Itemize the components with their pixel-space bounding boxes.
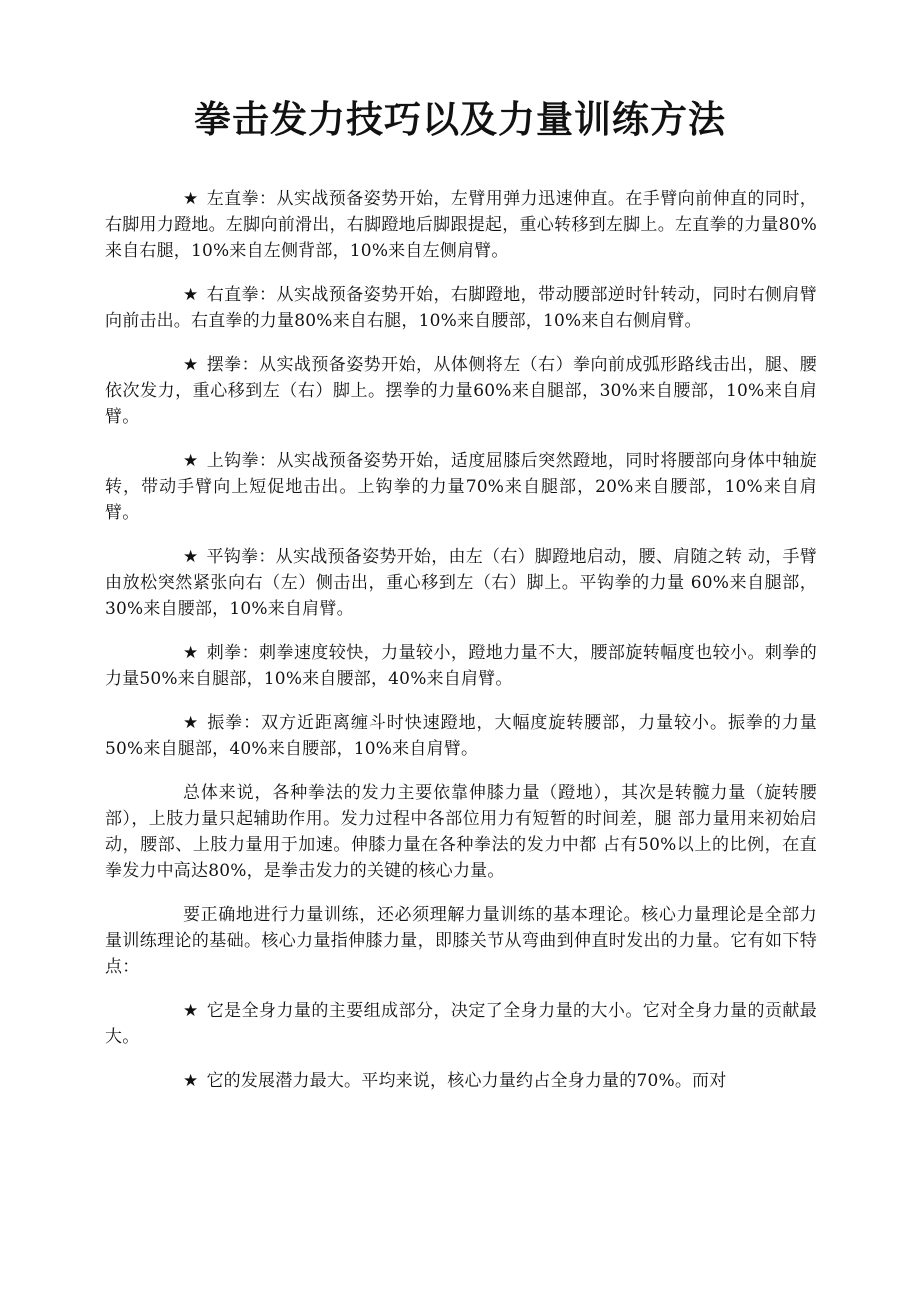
star-bullet-icon: ★: [183, 1001, 199, 1021]
paragraph-text: 振拳：双方近距离缠斗时快速蹬地，大幅度旋转腰部，力量较小。振拳的力量50%来自腿部，40%来自腰部，10%来自肩臂。: [105, 713, 817, 759]
paragraph-text: 右直拳：从实战预备姿势开始，右脚蹬地，带动腰部逆时针转动，同时右侧肩臂向前击出。右直拳的力量80%来自右腿，10%来自腰部，10%来自右侧肩臂。: [105, 285, 817, 331]
star-bullet-icon: ★: [183, 643, 199, 663]
paragraph-text: 它的发展潜力最大。平均来说，核心力量约占全身力量的70%。而对: [206, 1071, 727, 1091]
paragraph-left-jab: [105, 186, 817, 264]
star-bullet-icon: ★: [183, 355, 199, 375]
paragraph-text: 平钩拳：从实战预备姿势开始，由左（右）脚蹬地启动，腰、肩随之转 动，手臂由放松突然紧张向右（左）侧击出，重心移到左（右）脚上。平钩拳的力量 60%来自腿部，30%来自腰部，10%来自肩臂。: [105, 547, 817, 619]
paragraph-core-feature-1: [105, 998, 817, 1050]
star-bullet-icon: ★: [183, 1071, 199, 1091]
paragraph-text: 左直拳：从实战预备姿势开始，左臂用弹力迅速伸直。在手臂向前伸直的同时，右脚用力蹬地。左脚向前滑出，右脚蹬地后脚跟提起，重心转移到左脚上。左直拳的力量80%来自右腿，10%来自左侧背部，10%来自左侧肩臂。: [105, 189, 817, 261]
paragraph-text: 要正确地进行力量训练，还必须理解力量训练的基本理论。核心力量理论是全部力量训练理论的基础。核心力量指伸膝力量，即膝关节从弯曲到伸直时发出的力量。它有如下特点：: [105, 905, 817, 977]
paragraph-core-feature-2: [105, 1068, 817, 1094]
paragraph-uppercut: [105, 448, 817, 526]
paragraph-shake-punch: [105, 710, 817, 762]
star-bullet-icon: ★: [183, 285, 199, 305]
paragraph-jab: [105, 640, 817, 692]
paragraph-summary: [105, 780, 817, 884]
document-body: [105, 186, 817, 1112]
star-bullet-icon: ★: [183, 189, 199, 209]
paragraph-swing-punch: [105, 352, 817, 430]
paragraph-hook: [105, 544, 817, 622]
paragraph-text: 总体来说，各种拳法的发力主要依靠伸膝力量（蹬地），其次是转髋力量（旋转腰部），上肢力量只起辅助作用。发力过程中各部位用力有短暂的时间差，腿 部力量用来初始启动，腰部、上肢力量用于加速。伸膝力量在各种拳法的发力中都 占有50%以上的比例，在直拳发力中高达80%，是拳击发力的关键的核心力量。: [105, 783, 817, 881]
paragraph-text: 摆拳：从实战预备姿势开始，从体侧将左（右）拳向前成弧形路线击出，腿、腰依次发力，重心移到左（右）脚上。摆拳的力量60%来自腿部，30%来自腰部，10%来自肩臂。: [105, 355, 817, 427]
document-title: 拳击发力技巧以及力量训练方法: [194, 98, 726, 141]
paragraph-core-theory: [105, 902, 817, 980]
paragraph-text: 它是全身力量的主要组成部分，决定了全身力量的大小。它对全身力量的贡献最大。: [105, 1001, 817, 1047]
paragraph-text: 上钩拳：从实战预备姿势开始，适度屈膝后突然蹬地，同时将腰部向身体中轴旋转，带动手臂向上短促地击出。上钩拳的力量70%来自腿部，20%来自腰部，10%来自肩臂。: [105, 451, 817, 523]
star-bullet-icon: ★: [183, 451, 199, 471]
star-bullet-icon: ★: [183, 713, 200, 733]
paragraph-text: 刺拳：刺拳速度较快，力量较小，蹬地力量不大，腰部旋转幅度也较小。刺拳的力量50%来自腿部，10%来自腰部，40%来自肩臂。: [105, 643, 817, 689]
star-bullet-icon: ★: [183, 547, 199, 567]
paragraph-right-straight: [105, 282, 817, 334]
